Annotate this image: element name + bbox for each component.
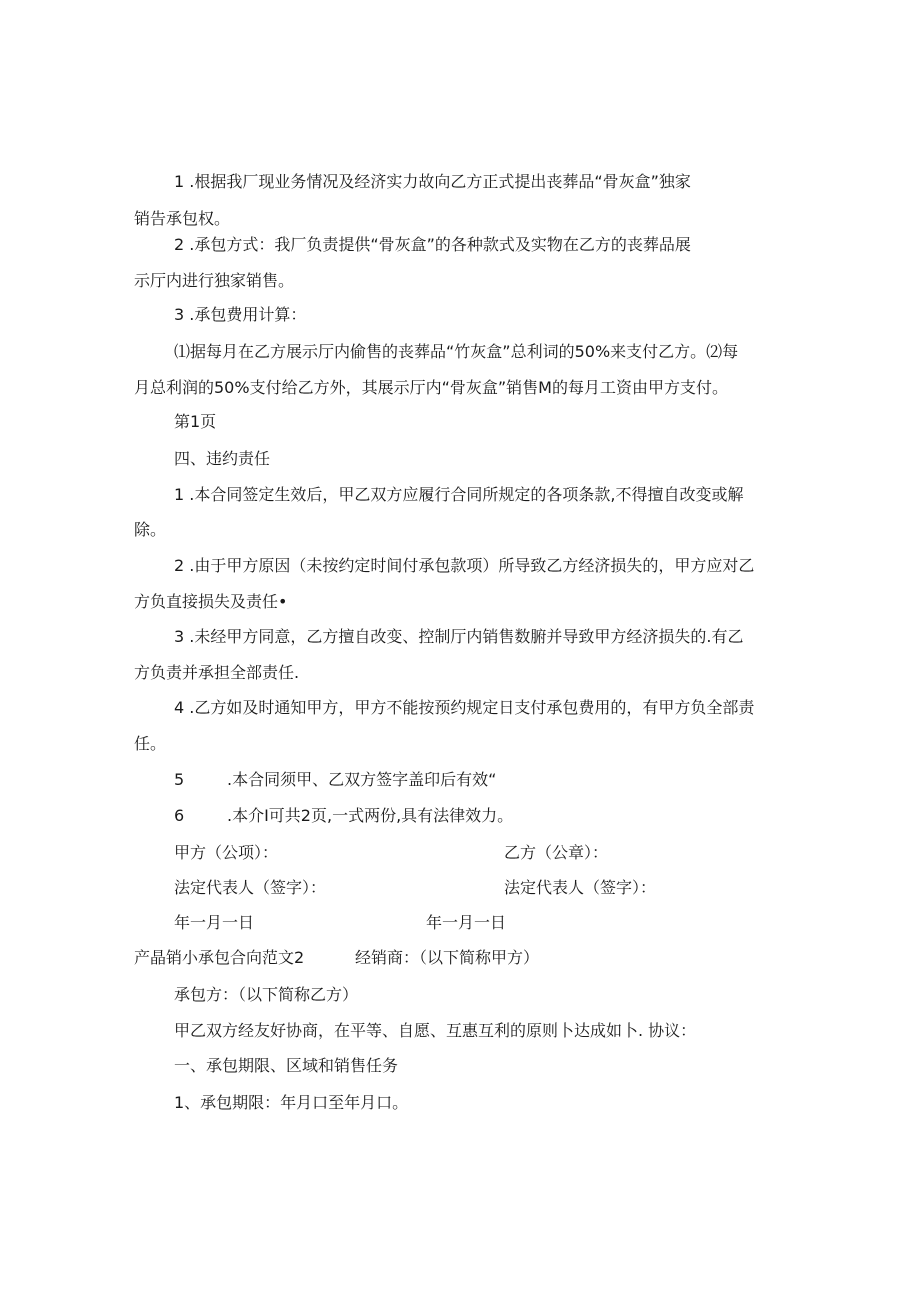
clause-6 [174,806,513,826]
party-a-rep-label: 法定代表人（签字）： [174,878,327,897]
clause-6-number: 6 [174,806,185,825]
clause-3-line-1: 3 .未经甲方同意，乙方擅自改变、控制厅内销售数腑并导致甲方经济损失的.有乙 [174,627,744,646]
party-b-date: 年一月一日 [426,913,507,932]
clause-4-line-1: 4 .乙方如及时通知甲方，甲方不能按预约规定日支付承包费用的，有甲方负全部责 [174,698,755,717]
item-3-sub-line-2: 月总利润的50%支付给乙方外，其展示厅内“骨灰盒”销售M的每月工资由甲方支付。 [134,378,728,397]
clause-6-text: .本介I可共2页,一式两份,具有法律效力。 [227,806,514,825]
clause-4-line-2: 任。 [134,734,167,753]
doc2-contractor-line: 承包方：（以下简称乙方） [174,985,359,1004]
clause-3-line-2: 方负责并承担全部责任. [134,663,300,682]
party-b-seal-label: 乙方（公章）： [504,843,609,862]
item-3-sub-line-1: ⑴据每月在乙方展示厅内偷售的丧葬品“竹灰盒”总利词的50%来支付乙方。⑵每 [174,342,739,361]
doc2-section-1-heading: 一、承包期限、区域和销售任务 [174,1056,399,1075]
doc2-preamble: 甲乙双方经友好协商，在平等、自愿、互惠互利的原则卜达成如卜. 协议： [174,1021,697,1040]
clause-1-line-2: 除。 [134,520,167,539]
item-1-line-2: 销告承包权。 [134,209,231,228]
item-2-line-1: 2 .承包方式：我厂负责提供“骨灰盒”的各种款式及实物在乙方的丧葬品展 [174,235,691,254]
doc2-term-line: 1、承包期限：年月口至年月口。 [174,1093,409,1112]
page-marker: 第1页 [174,412,217,431]
clause-1-line-1: 1 .本合同签定生效后，甲乙双方应履行合同所规定的各项条款,不得擅自改变或解 [174,485,744,504]
item-1-line-1: 1 .根据我厂现业务情况及经济实力故向乙方正式提出丧葬品“骨灰盒”独家 [174,172,691,191]
clause-5-number: 5 [174,770,185,789]
section-4-heading: 四、违约责任 [174,449,271,468]
party-a-date: 年一月一日 [174,913,255,932]
clause-5 [174,770,496,790]
clause-2-line-2: 方负直接损失及责任• [134,592,288,611]
party-b-rep-label: 法定代表人（签字）： [504,878,657,897]
item-2-line-2: 示厅内进行独家销售。 [134,271,295,290]
clause-5-text: .本合同须甲、乙双方签字盖印后有效“ [227,770,497,789]
doc2-dealer-line: 经销商：（以下简称甲方） [355,948,540,967]
party-a-seal-label: 甲方（公项）： [174,843,279,862]
clause-2-line-1: 2 .由于甲方原因（未按约定时间付承包款项）所导致乙方经济损失的，甲方应对乙 [174,556,755,575]
doc2-title: 产晶销小承包合向范文2 [134,948,305,967]
item-3: 3 .承包费用计算： [174,305,307,324]
